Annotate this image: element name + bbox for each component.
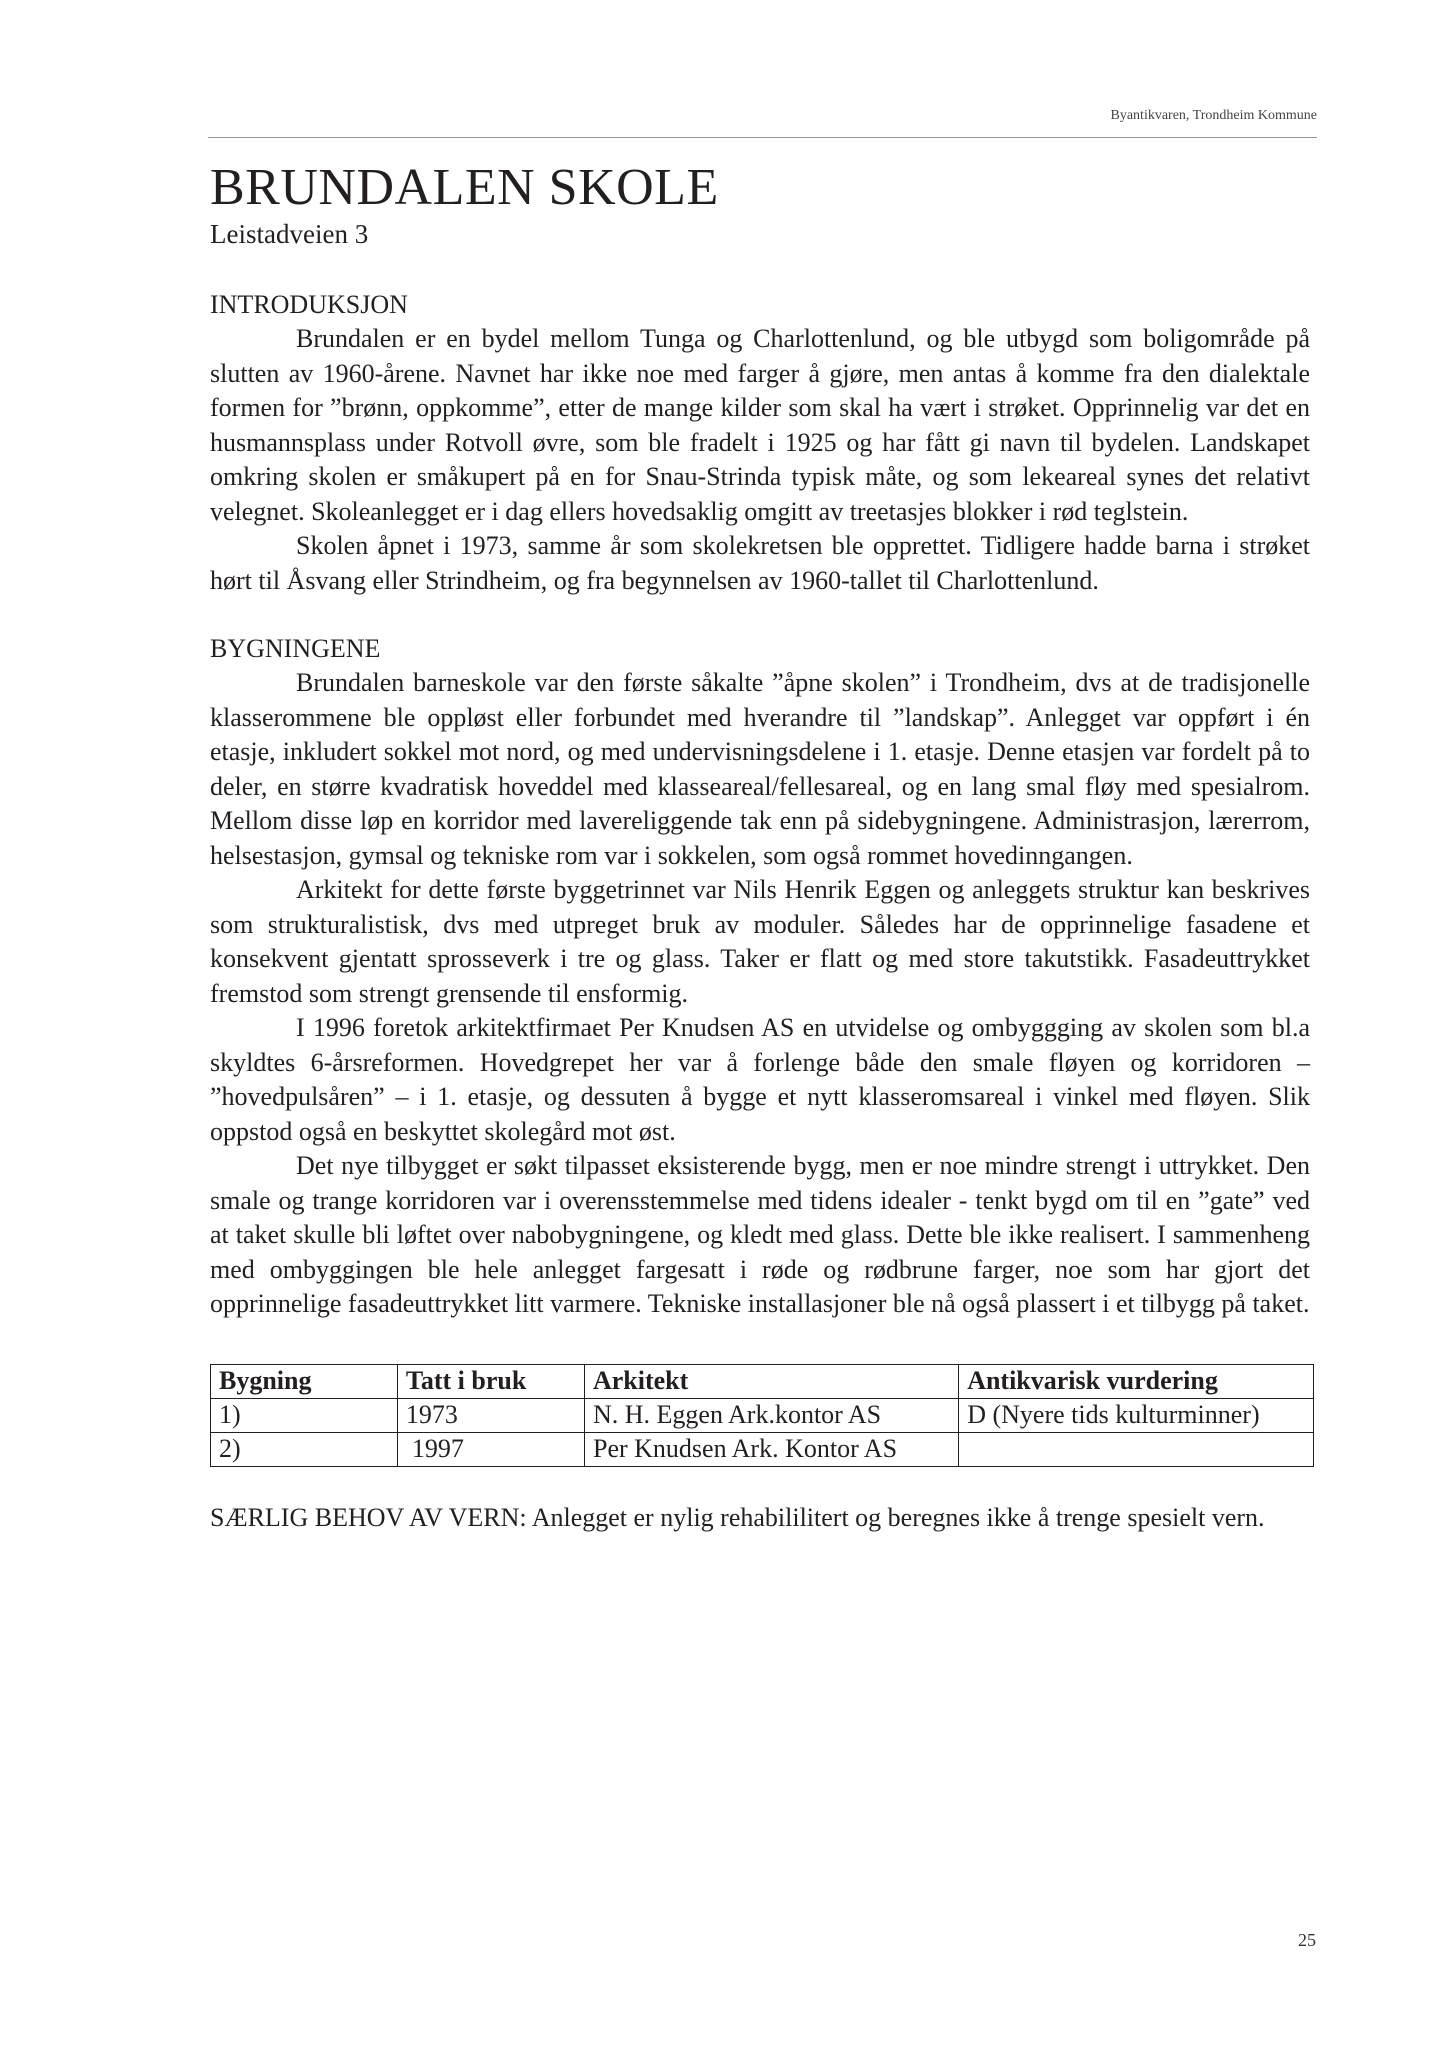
table-cell <box>959 1432 1314 1466</box>
paragraph: Det nye tilbygget er søkt tilpasset eksisterende bygg, men er noe mindre strengt i uttrykket. Den smale og trange korridoren var i overensstemmelse med tidens idealer - tenkt bygd om til en ”gate” ved at taket skulle bli løftet over nabobygningene, og kledt med glass. Dette ble ikke realisert. I sammenheng med ombyggingen ble hele anlegget fargesatt i røde og rødbrune farger, noe som har gjort det opprinnelige fasadeuttrykket litt varmere. Tekniske installasjoner ble nå også plassert i et tilbygg på taket. <box>210 1151 1310 1318</box>
running-header: Byantikvaren, Trondheim Kommune <box>1110 108 1317 123</box>
table-header-cell: Tatt i bruk <box>397 1364 584 1398</box>
table-cell: N. H. Eggen Ark.kontor AS <box>584 1398 958 1432</box>
section-heading: INTRODUKSJON <box>210 290 408 319</box>
table-header-cell: Bygning <box>211 1364 398 1398</box>
paragraph: Brundalen er en bydel mellom Tunga og Charlottenlund, og ble utbygd som boligområde på slutten av 1960-årene. Navnet har ikke noe med farger å gjøre, men antas å komme fra den dialektale formen for ”brønn, oppkomme”, etter de mange kilder som skal ha vært i strøket. Opprinnelig var det en husmannsplass under Rotvoll øvre, som ble fradelt i 1925 og har fått gi navn til bydelen. Landskapet omkring skolen er småkupert på en for Snau-Strinda typisk måte, og som lekeareal synes det relativt velegnet. Skoleanlegget er i dag ellers hovedsaklig omgitt av treetasjes blokker i rød teglstein. <box>210 324 1310 526</box>
page-title: BRUNDALEN SKOLE <box>210 159 719 216</box>
table-header-cell: Antikvarisk vurdering <box>959 1364 1314 1398</box>
table-cell: 1997 <box>397 1432 584 1466</box>
paragraph: Skolen åpnet i 1973, samme år som skolekretsen ble opprettet. Tidligere hadde barna i strøket hørt til Åsvang eller Strindheim, og fra begynnelsen av 1960-tallet til Charlottenlund. <box>210 531 1310 595</box>
building-table <box>210 1364 1314 1467</box>
section-introduksjon <box>210 288 1310 598</box>
table-cell: D (Nyere tids kulturminner) <box>959 1398 1314 1432</box>
table-cell: Per Knudsen Ark. Kontor AS <box>584 1432 958 1466</box>
table-row <box>211 1398 1314 1432</box>
header-rule <box>208 137 1317 138</box>
table-cell: 1973 <box>397 1398 584 1432</box>
page-number: 25 <box>1298 1930 1316 1950</box>
section-bygningene <box>210 632 1310 1322</box>
table-cell: 1) <box>211 1398 398 1432</box>
page-subtitle: Leistadveien 3 <box>210 219 369 249</box>
main-content <box>210 158 1310 1535</box>
table-row <box>211 1432 1314 1466</box>
paragraph: I 1996 foretok arkitektfirmaet Per Knudsen AS en utvidelse og ombyggging av skolen som bl.a skyldtes 6-årsreformen. Hovedgrepet her var å forlenge både den smale fløyen og korridoren – ”hovedpulsåren” – i 1. etasje, og dessuten å bygge et nytt klasseromsareal i vinkel med fløyen. Slik oppstod også en beskyttet skolegård mot øst. <box>210 1013 1310 1146</box>
vern-assessment: SÆRLIG BEHOV AV VERN: Anlegget er nylig rehabililitert og beregnes ikke å trenge spesielt vern. <box>210 1502 1265 1532</box>
table-header-row <box>211 1364 1314 1398</box>
paragraph: Brundalen barneskole var den første såkalte ”åpne skolen” i Trondheim, dvs at de tradisjonelle klasserommene ble oppløst eller forbundet med hverandre til ”landskap”. Anlegget var oppført i én etasje, inkludert sokkel mot nord, og med undervisningsdelene i 1. etasje. Denne etasjen var fordelt på to deler, en større kvadratisk hoveddel med klasseareal/fellesareal, og en lang smal fløy med spesialrom. Mellom disse løp en korridor med lavereliggende tak enn på sidebygningene. Administrasjon, lærerrom, helsestasjon, gymsal og tekniske rom var i sokkelen, som også rommet hovedinngangen. <box>210 668 1310 870</box>
section-heading: BYGNINGENE <box>210 634 381 663</box>
table-cell: 2) <box>211 1432 398 1466</box>
paragraph: Arkitekt for dette første byggetrinnet var Nils Henrik Eggen og anleggets struktur kan beskrives som strukturalistisk, dvs med utpreget bruk av moduler. Således har de opprinnelige fasadene et konsekvent gjentatt sprosseverk i tre og glass. Taker er flatt og med store takutstikk. Fasadeuttrykket fremstod som strengt grensende til ensformig. <box>210 875 1310 1008</box>
table-header-cell: Arkitekt <box>584 1364 958 1398</box>
